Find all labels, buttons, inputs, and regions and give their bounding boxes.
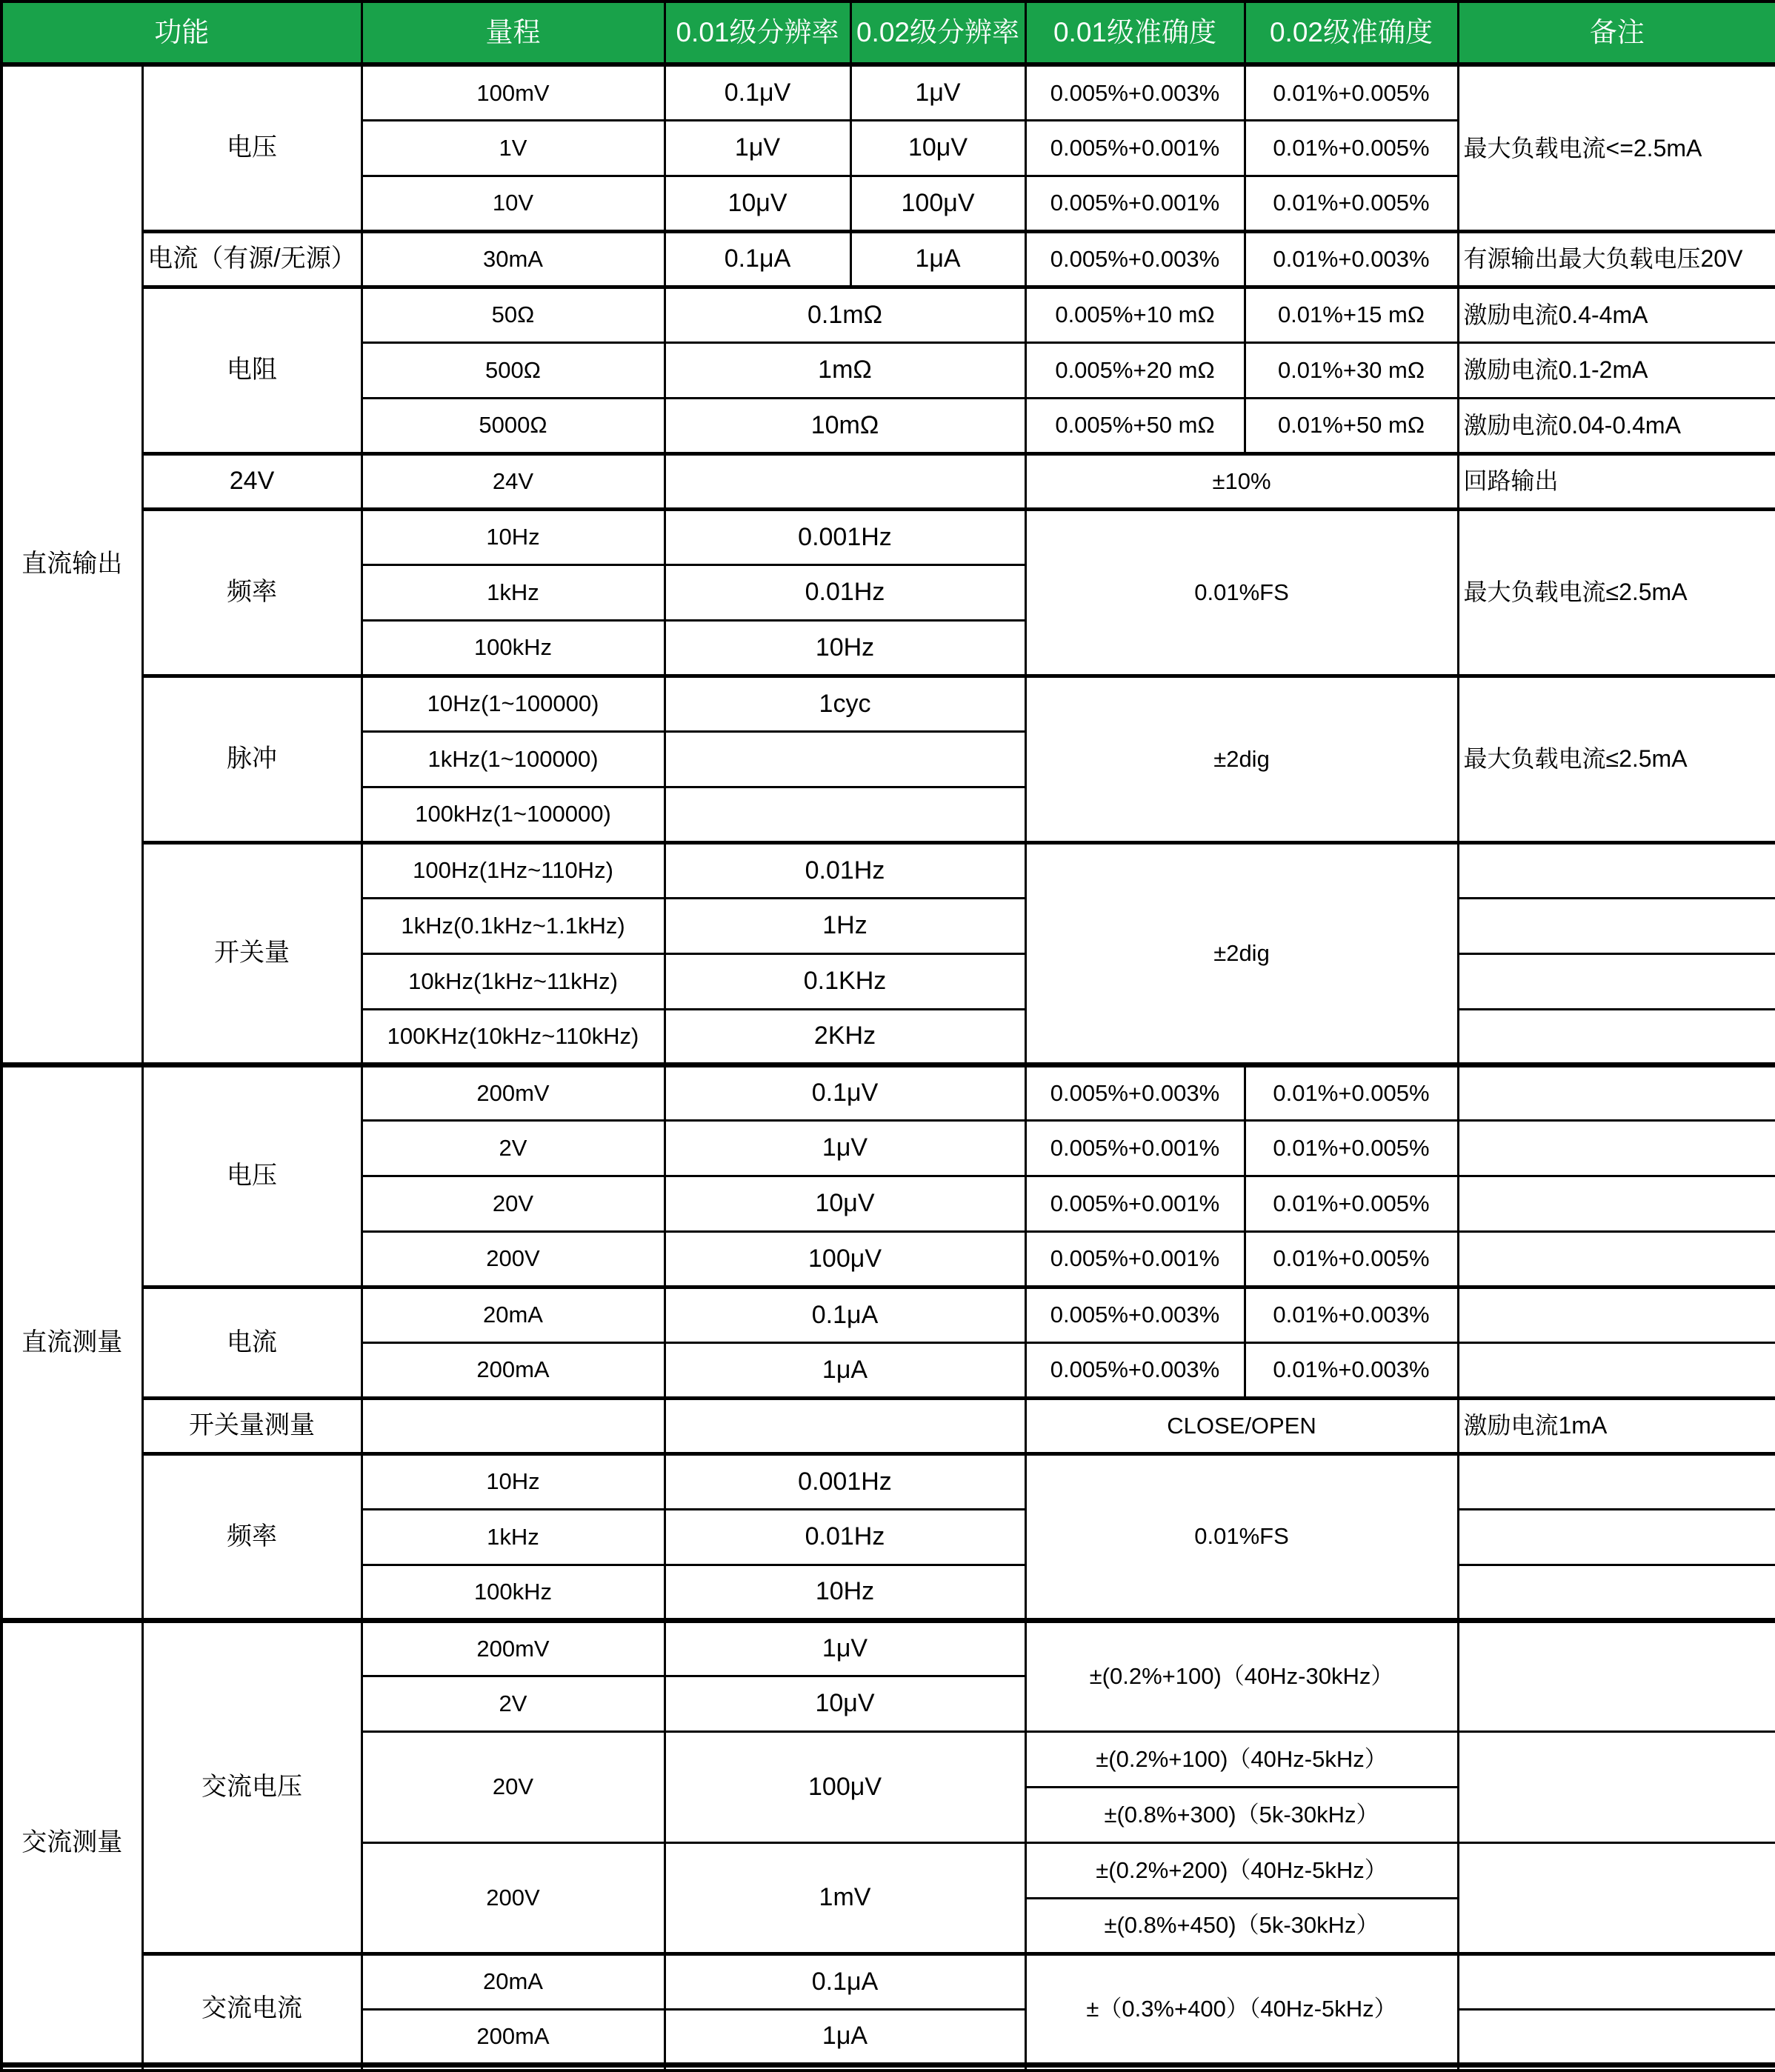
resolution-cell: 10μV <box>665 1176 1025 1231</box>
resolution-002-cell: 1μA <box>850 231 1025 287</box>
range-cell: 100mV <box>362 64 665 120</box>
sub-label-ac-voltage: 交流电压 <box>142 1620 362 1953</box>
group-label-ac-measure: 交流测量 <box>1 1620 142 2065</box>
header-cell-resolution-001: 0.01级分辨率 <box>665 1 850 64</box>
group-label-cell <box>1 2065 142 2071</box>
sub-label-pulse: 脉冲 <box>142 676 362 842</box>
sub-label-24v: 24V <box>142 453 362 509</box>
sub-label-switch: 开关量 <box>142 842 362 1065</box>
accuracy-cell: ±（0.3%+400）（40Hz-5kHz） <box>1025 1953 1458 2065</box>
remark-cell: 激励电流0.04-0.4mA <box>1458 398 1775 453</box>
header-cell-accuracy-002: 0.02级准确度 <box>1245 1 1458 64</box>
range-cell: 200V <box>362 1842 665 1953</box>
accuracy-cell: 0.01%FS <box>1025 1453 1458 1620</box>
table-row <box>1 1398 1775 1453</box>
remark-cell <box>1458 1287 1775 1342</box>
sub-label-voltage: 电压 <box>142 64 362 231</box>
accuracy-001-cell: 0.005%+0.003% <box>1025 1287 1245 1342</box>
remark-cell <box>1458 1842 1775 1953</box>
resolution-cell <box>665 453 1025 509</box>
range-cell: 20V <box>362 1176 665 1231</box>
accuracy-002-cell: 0.01%+0.005% <box>1245 1120 1458 1176</box>
remark-cell <box>1458 1065 1775 1120</box>
table-row <box>1 842 1775 898</box>
range-cell: 100kHz(1~100000) <box>362 787 665 842</box>
resolution-cell: 10mΩ <box>665 398 1025 453</box>
remark-cell <box>1458 2009 1775 2065</box>
sub-label-current: 电流（有源/无源） <box>142 231 362 287</box>
range-cell: 1V <box>362 120 665 176</box>
remark-cell <box>1458 1120 1775 1176</box>
accuracy-001-cell: 0.005%+50 mΩ <box>1025 398 1245 453</box>
remark-cell: 最大负载电流≤2.5mA <box>1458 676 1775 842</box>
range-cell: 100KHz(10kHz~110kHz) <box>362 1009 665 1065</box>
accuracy-001-cell: 0.005%+0.001% <box>1025 1176 1245 1231</box>
remark-cell: 最大负载电流≤2.5mA <box>1458 509 1775 676</box>
resolution-cell <box>665 787 1025 842</box>
header-cell-resolution-002: 0.02级分辨率 <box>850 1 1025 64</box>
range-cell: 200V <box>362 1231 665 1287</box>
sub-label-current: 电流 <box>142 1287 362 1398</box>
remark-cell: 回路输出 <box>1458 453 1775 509</box>
accuracy-cell: ±2dig <box>1025 676 1458 842</box>
accuracy-cell: ±2dig <box>1025 842 1458 1065</box>
sub-label-frequency: 频率 <box>142 509 362 676</box>
accuracy-002-cell: 0.01%+0.005% <box>1245 64 1458 120</box>
range-cell: 100kHz <box>362 1565 665 1620</box>
remark-cell: 激励电流0.4-4mA <box>1458 287 1775 342</box>
remark-cell <box>1458 842 1775 898</box>
resolution-002-cell: 100μV <box>850 176 1025 231</box>
remark-cell <box>1458 1176 1775 1231</box>
range-cell: 1kHz <box>362 1509 665 1565</box>
header-cell-accuracy-001: 0.01级准确度 <box>1025 1 1245 64</box>
resolution-cell: 1μA <box>665 2009 1025 2065</box>
resolution-cell: 1μV <box>665 1620 1025 1676</box>
range-cell: 1kHz(1~100000) <box>362 731 665 787</box>
resolution-cell <box>665 1398 1025 1453</box>
header-cell-function: 功能 <box>1 1 362 64</box>
accuracy-002-cell: 0.01%+0.003% <box>1245 1287 1458 1342</box>
resolution-001-cell: 0.1μA <box>665 231 850 287</box>
range-cell: 20mA <box>362 1953 665 2009</box>
accuracy-cell: ±(0.2%+100)（40Hz-30kHz） <box>1025 1620 1458 1731</box>
range-cell: 200mV <box>362 1065 665 1120</box>
table-row <box>1 676 1775 731</box>
accuracy-001-cell: 0.005%+0.001% <box>1025 1231 1245 1287</box>
resolution-cell: 0.1μA <box>665 1953 1025 2009</box>
table-row <box>1 1953 1775 2009</box>
resolution-cell: 1μV <box>665 1120 1025 1176</box>
accuracy-002-cell: 0.01%+30 mΩ <box>1245 342 1458 398</box>
accuracy-002-cell: 0.01%+0.003% <box>1245 231 1458 287</box>
accuracy-001-cell: 0.005%+20 mΩ <box>1025 342 1245 398</box>
accuracy-cell: ±(0.8%+450)（5k-30kHz） <box>1025 1898 1458 1953</box>
remark-cell <box>1458 1009 1775 1065</box>
resolution-cell <box>665 731 1025 787</box>
range-cell <box>362 2065 665 2071</box>
resolution-cell: 10Hz <box>665 1565 1025 1620</box>
range-cell <box>362 1398 665 1453</box>
resolution-cell: 0.01Hz <box>665 842 1025 898</box>
resolution-cell: 0.01Hz <box>665 564 1025 620</box>
group-label-dc-output: 直流输出 <box>1 64 142 1065</box>
resolution-cell: 2KHz <box>665 1009 1025 1065</box>
accuracy-002-cell: 0.01%+0.005% <box>1245 120 1458 176</box>
sub-label-voltage: 电压 <box>142 1065 362 1287</box>
accuracy-002-cell: 0.01%+0.005% <box>1245 176 1458 231</box>
table-row <box>1 509 1775 564</box>
range-cell: 10kHz(1kHz~11kHz) <box>362 953 665 1009</box>
resolution-cell: 1μA <box>665 1342 1025 1398</box>
resolution-cell: 1cyc <box>665 676 1025 731</box>
accuracy-002-cell: 0.01%+50 mΩ <box>1245 398 1458 453</box>
table-row <box>1 1065 1775 1120</box>
table-row <box>1 453 1775 509</box>
sub-label-ac-current: 交流电流 <box>142 1953 362 2065</box>
accuracy-002-cell: 0.01%+15 mΩ <box>1245 287 1458 342</box>
table-row-partial <box>1 2065 1775 2071</box>
remark-cell <box>1458 953 1775 1009</box>
range-cell: 200mA <box>362 2009 665 2065</box>
resolution-002-cell: 1μV <box>850 64 1025 120</box>
range-cell: 50Ω <box>362 287 665 342</box>
range-cell: 10Hz <box>362 509 665 564</box>
accuracy-001-cell: 0.005%+10 mΩ <box>1025 287 1245 342</box>
range-cell: 5000Ω <box>362 398 665 453</box>
resolution-cell: 1mΩ <box>665 342 1025 398</box>
range-cell: 10Hz(1~100000) <box>362 676 665 731</box>
remark-cell: 有源输出最大负载电压20V <box>1458 231 1775 287</box>
resolution-001-cell: 0.1μV <box>665 64 850 120</box>
accuracy-001-cell: 0.005%+0.003% <box>1025 1342 1245 1398</box>
accuracy-001-cell: 0.005%+0.003% <box>1025 64 1245 120</box>
table-row <box>1 64 1775 120</box>
remark-cell <box>1458 1620 1775 1731</box>
remark-cell: 最大负载电流<=2.5mA <box>1458 64 1775 231</box>
resolution-cell: 0.001Hz <box>665 509 1025 564</box>
sub-label-switch-measure: 开关量测量 <box>142 1398 362 1453</box>
accuracy-002-cell: 0.01%+0.005% <box>1245 1176 1458 1231</box>
accuracy-002-cell: 0.01%+0.003% <box>1245 1342 1458 1398</box>
resolution-cell <box>665 2065 1025 2071</box>
range-cell: 24V <box>362 453 665 509</box>
resolution-cell: 0.1μA <box>665 1287 1025 1342</box>
accuracy-cell: ±(0.2%+200)（40Hz-5kHz） <box>1025 1842 1458 1898</box>
accuracy-001-cell: 0.005%+0.003% <box>1025 1065 1245 1120</box>
sub-label-frequency: 频率 <box>142 1453 362 1620</box>
remark-cell: 激励电流0.1-2mA <box>1458 342 1775 398</box>
remark-cell <box>1458 1731 1775 1842</box>
range-cell: 500Ω <box>362 342 665 398</box>
remark-cell <box>1458 1342 1775 1398</box>
accuracy-cell <box>1025 2065 1458 2071</box>
range-cell: 100kHz <box>362 620 665 676</box>
resolution-cell: 10Hz <box>665 620 1025 676</box>
table-row <box>1 231 1775 287</box>
remark-cell <box>1458 1565 1775 1620</box>
remark-cell <box>1458 2065 1775 2071</box>
table-row <box>1 1453 1775 1509</box>
table-row <box>1 1287 1775 1342</box>
accuracy-002-cell: 0.01%+0.005% <box>1245 1231 1458 1287</box>
remark-cell <box>1458 898 1775 953</box>
header-cell-range: 量程 <box>362 1 665 64</box>
range-cell: 2V <box>362 1676 665 1731</box>
remark-cell <box>1458 1509 1775 1565</box>
header-row <box>1 1 1775 64</box>
range-cell: 200mA <box>362 1342 665 1398</box>
accuracy-001-cell: 0.005%+0.001% <box>1025 120 1245 176</box>
accuracy-002-cell: 0.01%+0.005% <box>1245 1065 1458 1120</box>
remark-cell <box>1458 1453 1775 1509</box>
range-cell: 20V <box>362 1731 665 1842</box>
remark-cell <box>1458 1231 1775 1287</box>
remark-cell <box>1458 1953 1775 2009</box>
accuracy-001-cell: 0.005%+0.001% <box>1025 176 1245 231</box>
resolution-cell: 0.1μV <box>665 1065 1025 1120</box>
range-cell: 200mV <box>362 1620 665 1676</box>
resolution-002-cell: 10μV <box>850 120 1025 176</box>
range-cell: 30mA <box>362 231 665 287</box>
header-cell-remarks: 备注 <box>1458 1 1775 64</box>
range-cell: 1kHz(0.1kHz~1.1kHz) <box>362 898 665 953</box>
range-cell: 10V <box>362 176 665 231</box>
range-cell: 2V <box>362 1120 665 1176</box>
range-cell: 100Hz(1Hz~110Hz) <box>362 842 665 898</box>
resolution-001-cell: 1μV <box>665 120 850 176</box>
range-cell: 20mA <box>362 1287 665 1342</box>
resolution-cell: 100μV <box>665 1731 1025 1842</box>
resolution-cell: 1mV <box>665 1842 1025 1953</box>
sub-label-cell <box>142 2065 362 2071</box>
resolution-cell: 0.01Hz <box>665 1509 1025 1565</box>
sub-label-resistance: 电阻 <box>142 287 362 453</box>
accuracy-001-cell: 0.005%+0.001% <box>1025 1120 1245 1176</box>
accuracy-001-cell: 0.005%+0.003% <box>1025 231 1245 287</box>
accuracy-cell: ±(0.8%+300)（5k-30kHz） <box>1025 1787 1458 1842</box>
resolution-cell: 0.001Hz <box>665 1453 1025 1509</box>
remark-cell: 激励电流1mA <box>1458 1398 1775 1453</box>
resolution-cell: 0.1mΩ <box>665 287 1025 342</box>
table-row <box>1 287 1775 342</box>
accuracy-cell: 0.01%FS <box>1025 509 1458 676</box>
resolution-001-cell: 10μV <box>665 176 850 231</box>
table-row <box>1 1620 1775 1676</box>
resolution-cell: 1Hz <box>665 898 1025 953</box>
accuracy-cell: ±10% <box>1025 453 1458 509</box>
range-cell: 1kHz <box>362 564 665 620</box>
accuracy-cell: ±(0.2%+100)（40Hz-5kHz） <box>1025 1731 1458 1787</box>
accuracy-cell: CLOSE/OPEN <box>1025 1398 1458 1453</box>
group-label-dc-measure: 直流测量 <box>1 1065 142 1620</box>
resolution-cell: 10μV <box>665 1676 1025 1731</box>
resolution-cell: 100μV <box>665 1231 1025 1287</box>
resolution-cell: 0.1KHz <box>665 953 1025 1009</box>
range-cell: 10Hz <box>362 1453 665 1509</box>
